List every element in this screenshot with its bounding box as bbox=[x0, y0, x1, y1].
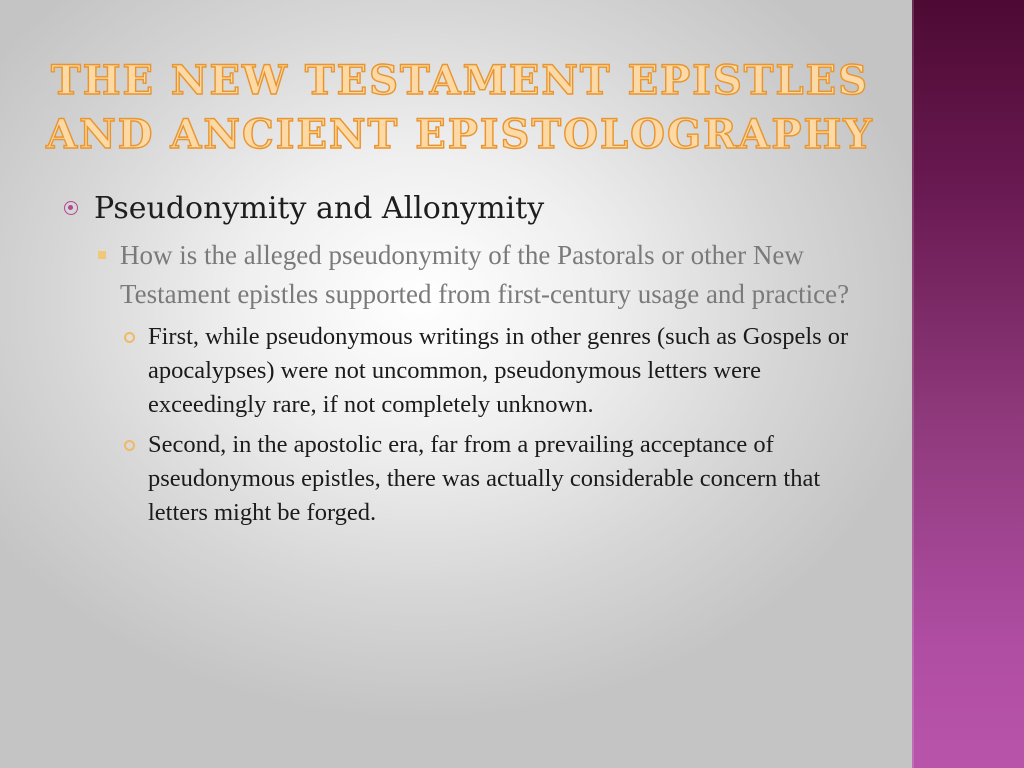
slide-title bbox=[40, 54, 880, 162]
bullet-level-3-second bbox=[120, 428, 860, 530]
bullet-level-2-text: How is the alleged pseudonymity of the Pastorals or other New Testament epistles supported from first-century usage and practice? bbox=[120, 240, 850, 309]
square-bullet-icon bbox=[98, 251, 106, 259]
bullet-list bbox=[60, 188, 860, 530]
slide-title-line-2: AND ANCIENT EPISTOLOGRAPHY bbox=[46, 111, 874, 158]
bullet-level-1 bbox=[60, 188, 860, 230]
ring-bullet-icon bbox=[124, 440, 135, 451]
bullet-level-1-text: Pseudonymity and Allonymity bbox=[94, 191, 545, 226]
bullet-level-3-text: Second, in the apostolic era, far from a prevailing acceptance of pseudonymous epistles, there was actually considerable concern that letters might be forged. bbox=[148, 431, 821, 526]
bullet-level-3-first bbox=[120, 320, 860, 422]
ring-bullet-icon bbox=[124, 332, 135, 343]
bullet-level-3-text: First, while pseudonymous writings in other genres (such as Gospels or apocalypses) were not uncommon, pseudonymous letters were exceedingly rare, if not completely unknown. bbox=[148, 323, 849, 418]
slide-title-line-1: THE NEW TESTAMENT EPISTLES bbox=[50, 57, 870, 104]
bullet-level-2 bbox=[94, 236, 860, 314]
decorative-side-bar bbox=[912, 0, 1024, 768]
circled-dot-icon bbox=[64, 201, 78, 215]
